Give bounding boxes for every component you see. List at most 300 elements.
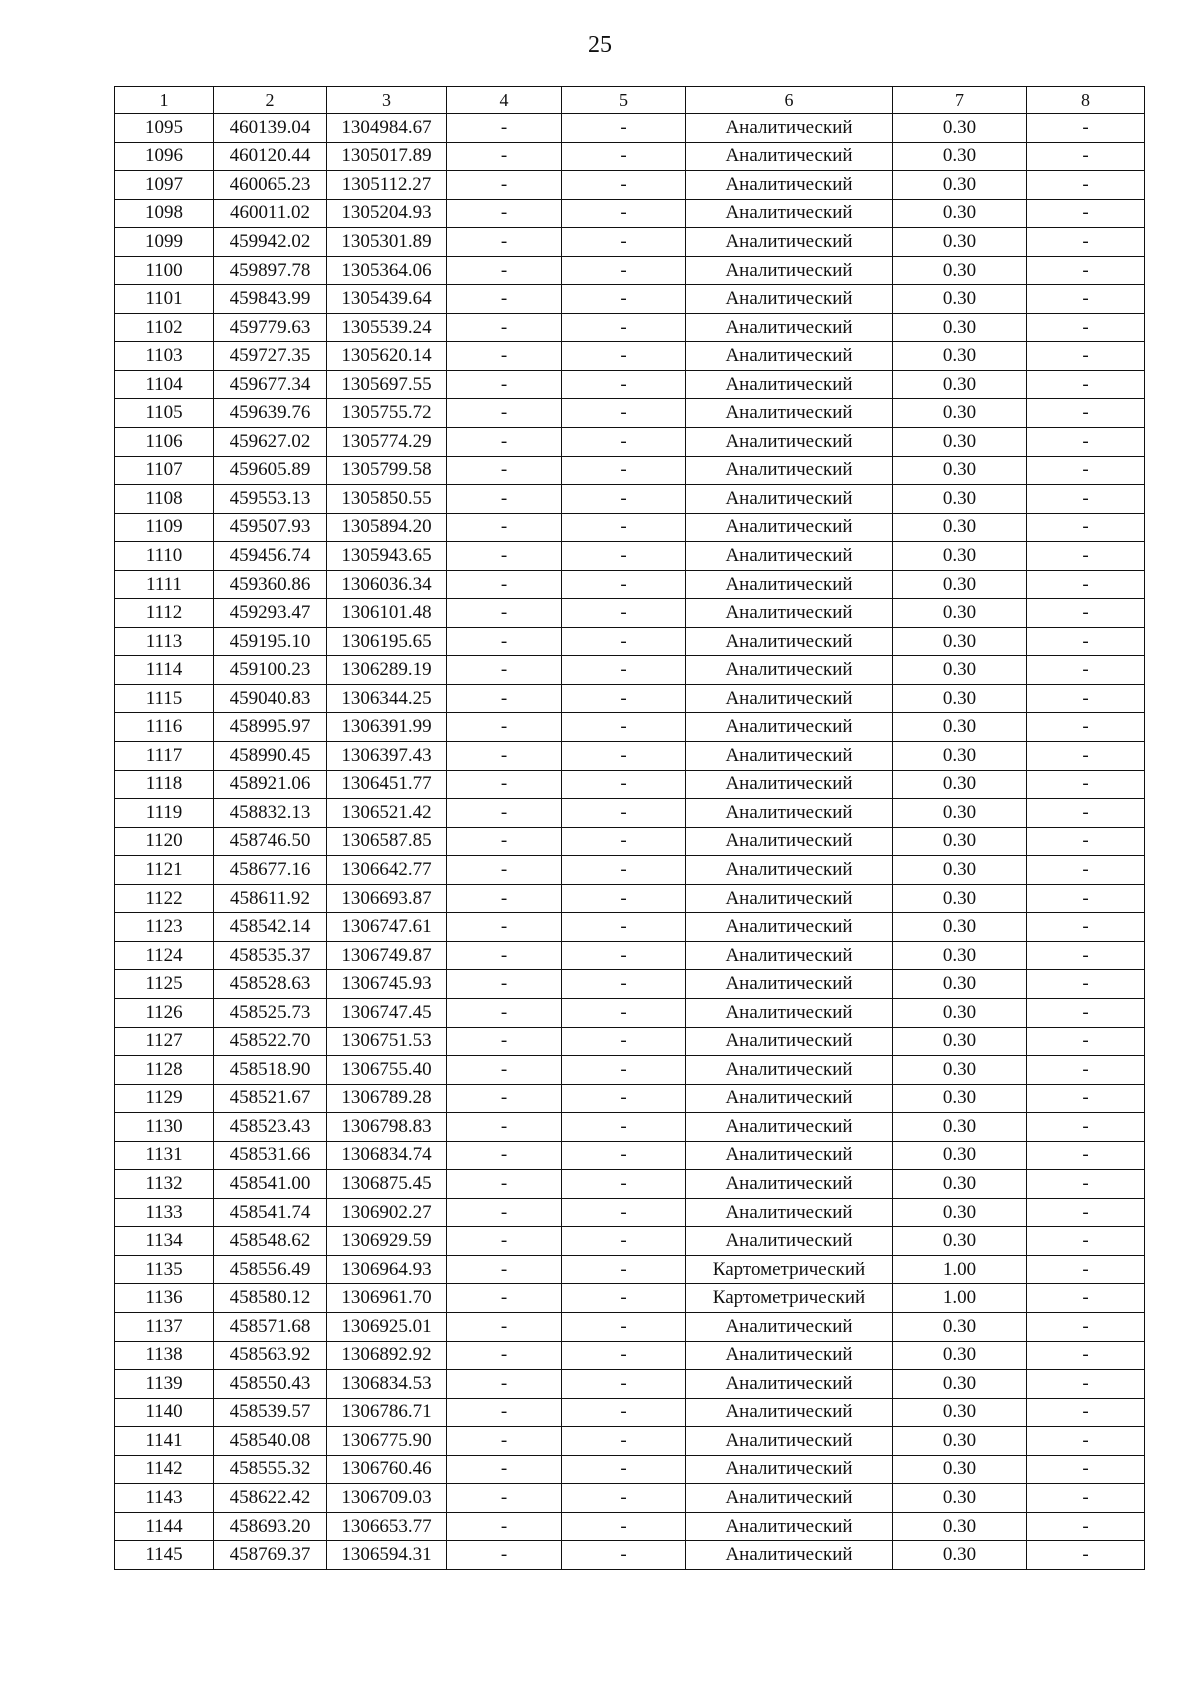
col8-cell: - [1027,941,1145,970]
x-coordinate-cell: 460120.44 [214,142,327,171]
col8-cell: - [1027,542,1145,571]
point-number-cell: 1105 [115,399,214,428]
point-number-cell: 1140 [115,1398,214,1427]
x-coordinate-cell: 459507.93 [214,513,327,542]
col4-cell: - [447,684,562,713]
point-number-cell: 1097 [115,171,214,200]
method-cell: Аналитический [686,485,893,514]
point-number-cell: 1136 [115,1284,214,1313]
col8-cell: - [1027,1398,1145,1427]
x-coordinate-cell: 459040.83 [214,684,327,713]
accuracy-cell: 0.30 [893,285,1027,314]
point-number-cell: 1100 [115,256,214,285]
col8-cell: - [1027,1341,1145,1370]
col5-cell: - [562,313,686,342]
accuracy-cell: 0.30 [893,456,1027,485]
point-number-cell: 1101 [115,285,214,314]
col4-cell: - [447,599,562,628]
point-number-cell: 1126 [115,998,214,1027]
col5-cell: - [562,256,686,285]
x-coordinate-cell: 459843.99 [214,285,327,314]
y-coordinate-cell: 1306749.87 [327,941,447,970]
method-cell: Аналитический [686,627,893,656]
point-number-cell: 1110 [115,542,214,571]
x-coordinate-cell: 458548.62 [214,1227,327,1256]
point-number-cell: 1103 [115,342,214,371]
column-header: 8 [1027,87,1145,114]
table-row [115,228,1145,257]
accuracy-cell: 0.30 [893,1198,1027,1227]
method-cell: Аналитический [686,1484,893,1513]
method-cell: Аналитический [686,1027,893,1056]
col5-cell: - [562,171,686,200]
x-coordinate-cell: 459100.23 [214,656,327,685]
method-cell: Аналитический [686,1370,893,1399]
col4-cell: - [447,1255,562,1284]
accuracy-cell: 0.30 [893,1027,1027,1056]
point-number-cell: 1116 [115,713,214,742]
col4-cell: - [447,1227,562,1256]
method-cell: Аналитический [686,599,893,628]
x-coordinate-cell: 460139.04 [214,114,327,143]
col8-cell: - [1027,913,1145,942]
y-coordinate-cell: 1306195.65 [327,627,447,656]
x-coordinate-cell: 458522.70 [214,1027,327,1056]
x-coordinate-cell: 459553.13 [214,485,327,514]
accuracy-cell: 0.30 [893,827,1027,856]
col8-cell: - [1027,1484,1145,1513]
y-coordinate-cell: 1306594.31 [327,1541,447,1570]
table-row [115,114,1145,143]
accuracy-cell: 0.30 [893,1113,1027,1142]
page-number: 25 [588,32,612,58]
col5-cell: - [562,456,686,485]
col5-cell: - [562,342,686,371]
col8-cell: - [1027,799,1145,828]
col5-cell: - [562,1227,686,1256]
point-number-cell: 1142 [115,1455,214,1484]
y-coordinate-cell: 1305755.72 [327,399,447,428]
method-cell: Аналитический [686,1455,893,1484]
col5-cell: - [562,656,686,685]
col4-cell: - [447,199,562,228]
column-header: 2 [214,87,327,114]
col5-cell: - [562,370,686,399]
method-cell: Аналитический [686,114,893,143]
col5-cell: - [562,713,686,742]
table-row [115,1284,1145,1313]
x-coordinate-cell: 458832.13 [214,799,327,828]
point-number-cell: 1128 [115,1056,214,1085]
x-coordinate-cell: 458556.49 [214,1255,327,1284]
method-cell: Аналитический [686,1312,893,1341]
x-coordinate-cell: 459727.35 [214,342,327,371]
point-number-cell: 1125 [115,970,214,999]
point-number-cell: 1115 [115,684,214,713]
x-coordinate-cell: 458542.14 [214,913,327,942]
x-coordinate-cell: 458535.37 [214,941,327,970]
x-coordinate-cell: 459897.78 [214,256,327,285]
y-coordinate-cell: 1306751.53 [327,1027,447,1056]
y-coordinate-cell: 1305301.89 [327,228,447,257]
method-cell: Аналитический [686,913,893,942]
accuracy-cell: 0.30 [893,799,1027,828]
col4-cell: - [447,313,562,342]
col5-cell: - [562,228,686,257]
col5-cell: - [562,627,686,656]
point-number-cell: 1133 [115,1198,214,1227]
col4-cell: - [447,513,562,542]
col8-cell: - [1027,998,1145,1027]
col5-cell: - [562,570,686,599]
col5-cell: - [562,142,686,171]
table-row [115,856,1145,885]
accuracy-cell: 0.30 [893,1541,1027,1570]
point-number-cell: 1113 [115,627,214,656]
col4-cell: - [447,827,562,856]
table-row [115,428,1145,457]
col8-cell: - [1027,142,1145,171]
accuracy-cell: 0.30 [893,627,1027,656]
col4-cell: - [447,1455,562,1484]
x-coordinate-cell: 459195.10 [214,627,327,656]
y-coordinate-cell: 1306747.45 [327,998,447,1027]
col5-cell: - [562,285,686,314]
col5-cell: - [562,1398,686,1427]
y-coordinate-cell: 1305799.58 [327,456,447,485]
col4-cell: - [447,913,562,942]
col8-cell: - [1027,1255,1145,1284]
method-cell: Аналитический [686,856,893,885]
accuracy-cell: 0.30 [893,656,1027,685]
x-coordinate-cell: 458518.90 [214,1056,327,1085]
x-coordinate-cell: 458555.32 [214,1455,327,1484]
point-number-cell: 1120 [115,827,214,856]
point-number-cell: 1145 [115,1541,214,1570]
table-row [115,1198,1145,1227]
method-cell: Аналитический [686,1341,893,1370]
method-cell: Аналитический [686,713,893,742]
y-coordinate-cell: 1306289.19 [327,656,447,685]
accuracy-cell: 0.30 [893,599,1027,628]
y-coordinate-cell: 1305017.89 [327,142,447,171]
table-row [115,171,1145,200]
table-row [115,313,1145,342]
table-row [115,1056,1145,1085]
col4-cell: - [447,570,562,599]
point-number-cell: 1139 [115,1370,214,1399]
col5-cell: - [562,1255,686,1284]
method-cell: Картометрический [686,1284,893,1313]
point-number-cell: 1112 [115,599,214,628]
accuracy-cell: 0.30 [893,399,1027,428]
col4-cell: - [447,542,562,571]
x-coordinate-cell: 458540.08 [214,1427,327,1456]
table-row [115,1427,1145,1456]
y-coordinate-cell: 1306834.53 [327,1370,447,1399]
col4-cell: - [447,142,562,171]
accuracy-cell: 0.30 [893,114,1027,143]
point-number-cell: 1130 [115,1113,214,1142]
column-header: 7 [893,87,1027,114]
x-coordinate-cell: 458769.37 [214,1541,327,1570]
point-number-cell: 1122 [115,884,214,913]
col4-cell: - [447,1198,562,1227]
x-coordinate-cell: 459360.86 [214,570,327,599]
y-coordinate-cell: 1305850.55 [327,485,447,514]
column-header: 3 [327,87,447,114]
point-number-cell: 1107 [115,456,214,485]
coordinates-table [114,86,1145,1570]
table-row [115,799,1145,828]
col8-cell: - [1027,827,1145,856]
method-cell: Аналитический [686,742,893,771]
accuracy-cell: 0.30 [893,570,1027,599]
method-cell: Аналитический [686,570,893,599]
accuracy-cell: 0.30 [893,1084,1027,1113]
table-row [115,1541,1145,1570]
col5-cell: - [562,1113,686,1142]
method-cell: Аналитический [686,199,893,228]
col4-cell: - [447,1370,562,1399]
method-cell: Аналитический [686,285,893,314]
col4-cell: - [447,742,562,771]
method-cell: Аналитический [686,799,893,828]
col8-cell: - [1027,370,1145,399]
col4-cell: - [447,428,562,457]
y-coordinate-cell: 1305439.64 [327,285,447,314]
col8-cell: - [1027,285,1145,314]
col4-cell: - [447,1541,562,1570]
method-cell: Аналитический [686,1084,893,1113]
accuracy-cell: 0.30 [893,884,1027,913]
accuracy-cell: 0.30 [893,1141,1027,1170]
table-row [115,1312,1145,1341]
point-number-cell: 1095 [115,114,214,143]
col8-cell: - [1027,884,1145,913]
y-coordinate-cell: 1305774.29 [327,428,447,457]
point-number-cell: 1114 [115,656,214,685]
y-coordinate-cell: 1306892.92 [327,1341,447,1370]
col4-cell: - [447,1484,562,1513]
point-number-cell: 1124 [115,941,214,970]
table-row [115,742,1145,771]
x-coordinate-cell: 458611.92 [214,884,327,913]
table-row [115,1227,1145,1256]
col8-cell: - [1027,1141,1145,1170]
method-cell: Аналитический [686,513,893,542]
table-row [115,884,1145,913]
col5-cell: - [562,542,686,571]
col4-cell: - [447,1427,562,1456]
x-coordinate-cell: 459605.89 [214,456,327,485]
col8-cell: - [1027,1170,1145,1199]
accuracy-cell: 0.30 [893,428,1027,457]
col5-cell: - [562,1027,686,1056]
point-number-cell: 1138 [115,1341,214,1370]
method-cell: Аналитический [686,370,893,399]
col8-cell: - [1027,114,1145,143]
method-cell: Аналитический [686,998,893,1027]
table-row [115,199,1145,228]
table-row [115,1370,1145,1399]
col5-cell: - [562,399,686,428]
x-coordinate-cell: 460065.23 [214,171,327,200]
col5-cell: - [562,941,686,970]
col8-cell: - [1027,1027,1145,1056]
col5-cell: - [562,199,686,228]
col8-cell: - [1027,342,1145,371]
col5-cell: - [562,998,686,1027]
table-row [115,941,1145,970]
accuracy-cell: 1.00 [893,1284,1027,1313]
col4-cell: - [447,1398,562,1427]
y-coordinate-cell: 1306451.77 [327,770,447,799]
x-coordinate-cell: 458521.67 [214,1084,327,1113]
y-coordinate-cell: 1306747.61 [327,913,447,942]
accuracy-cell: 0.30 [893,199,1027,228]
accuracy-cell: 0.30 [893,370,1027,399]
col8-cell: - [1027,1541,1145,1570]
column-header: 5 [562,87,686,114]
x-coordinate-cell: 458622.42 [214,1484,327,1513]
point-number-cell: 1143 [115,1484,214,1513]
col8-cell: - [1027,1284,1145,1313]
table-row [115,285,1145,314]
table-row [115,1170,1145,1199]
point-number-cell: 1137 [115,1312,214,1341]
y-coordinate-cell: 1306397.43 [327,742,447,771]
col5-cell: - [562,1455,686,1484]
y-coordinate-cell: 1306709.03 [327,1484,447,1513]
col5-cell: - [562,1198,686,1227]
table-row [115,1084,1145,1113]
col5-cell: - [562,799,686,828]
accuracy-cell: 0.30 [893,1427,1027,1456]
table-row [115,1484,1145,1513]
method-cell: Аналитический [686,399,893,428]
col8-cell: - [1027,1370,1145,1399]
y-coordinate-cell: 1305539.24 [327,313,447,342]
method-cell: Аналитический [686,342,893,371]
method-cell: Аналитический [686,827,893,856]
col8-cell: - [1027,313,1145,342]
col8-cell: - [1027,627,1145,656]
col8-cell: - [1027,742,1145,771]
y-coordinate-cell: 1305204.93 [327,199,447,228]
column-header: 6 [686,87,893,114]
col8-cell: - [1027,684,1145,713]
y-coordinate-cell: 1306760.46 [327,1455,447,1484]
table-row [115,256,1145,285]
col5-cell: - [562,1170,686,1199]
x-coordinate-cell: 458580.12 [214,1284,327,1313]
x-coordinate-cell: 458550.43 [214,1370,327,1399]
x-coordinate-cell: 458528.63 [214,970,327,999]
col5-cell: - [562,913,686,942]
table-row [115,1455,1145,1484]
col5-cell: - [562,1427,686,1456]
col4-cell: - [447,456,562,485]
point-number-cell: 1104 [115,370,214,399]
col4-cell: - [447,884,562,913]
point-number-cell: 1121 [115,856,214,885]
x-coordinate-cell: 459639.76 [214,399,327,428]
col5-cell: - [562,684,686,713]
x-coordinate-cell: 459627.02 [214,428,327,457]
table-row [115,342,1145,371]
y-coordinate-cell: 1305112.27 [327,171,447,200]
table-row [115,998,1145,1027]
x-coordinate-cell: 459779.63 [214,313,327,342]
method-cell: Аналитический [686,1113,893,1142]
col4-cell: - [447,399,562,428]
col5-cell: - [562,856,686,885]
col5-cell: - [562,1341,686,1370]
method-cell: Аналитический [686,1541,893,1570]
col4-cell: - [447,485,562,514]
col8-cell: - [1027,856,1145,885]
method-cell: Аналитический [686,1141,893,1170]
x-coordinate-cell: 459942.02 [214,228,327,257]
accuracy-cell: 0.30 [893,713,1027,742]
col4-cell: - [447,1027,562,1056]
point-number-cell: 1131 [115,1141,214,1170]
col8-cell: - [1027,399,1145,428]
col4-cell: - [447,114,562,143]
col4-cell: - [447,1113,562,1142]
col4-cell: - [447,342,562,371]
method-cell: Аналитический [686,456,893,485]
col4-cell: - [447,171,562,200]
method-cell: Аналитический [686,1427,893,1456]
x-coordinate-cell: 458990.45 [214,742,327,771]
y-coordinate-cell: 1306964.93 [327,1255,447,1284]
col8-cell: - [1027,1512,1145,1541]
col8-cell: - [1027,1056,1145,1085]
y-coordinate-cell: 1305620.14 [327,342,447,371]
table-row [115,456,1145,485]
col8-cell: - [1027,171,1145,200]
point-number-cell: 1135 [115,1255,214,1284]
col5-cell: - [562,970,686,999]
y-coordinate-cell: 1306834.74 [327,1141,447,1170]
col8-cell: - [1027,228,1145,257]
method-cell: Аналитический [686,313,893,342]
table-row [115,570,1145,599]
col8-cell: - [1027,656,1145,685]
col8-cell: - [1027,713,1145,742]
col8-cell: - [1027,1455,1145,1484]
method-cell: Аналитический [686,1227,893,1256]
method-cell: Аналитический [686,171,893,200]
col5-cell: - [562,1370,686,1399]
method-cell: Аналитический [686,1170,893,1199]
accuracy-cell: 0.30 [893,770,1027,799]
point-number-cell: 1096 [115,142,214,171]
point-number-cell: 1098 [115,199,214,228]
table-row [115,370,1145,399]
y-coordinate-cell: 1305943.65 [327,542,447,571]
y-coordinate-cell: 1306961.70 [327,1284,447,1313]
y-coordinate-cell: 1306693.87 [327,884,447,913]
table-row [115,1341,1145,1370]
col5-cell: - [562,1056,686,1085]
point-number-cell: 1141 [115,1427,214,1456]
col5-cell: - [562,1541,686,1570]
col4-cell: - [447,1141,562,1170]
col5-cell: - [562,1084,686,1113]
